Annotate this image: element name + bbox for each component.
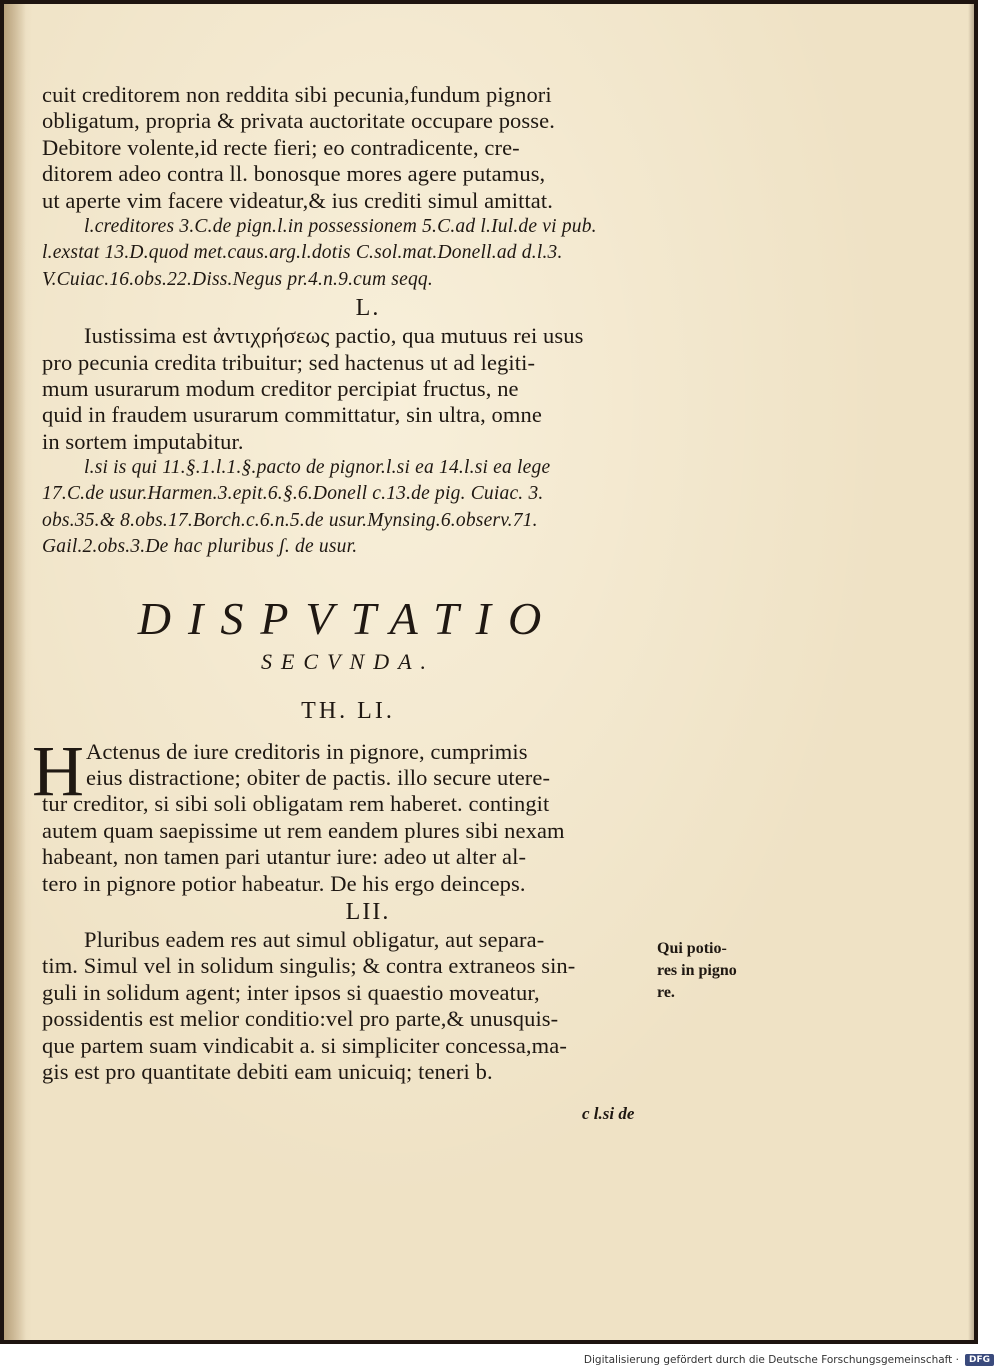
text-line: quid in fraudem usurarum committatur, sin ultra, omne — [42, 402, 542, 428]
text-line: que partem suam vindicabit a. si simpliciter concessa,ma- — [42, 1032, 567, 1058]
citation-line: l.si is qui 11.§.1.l.1.§.pacto de pignor.l.si ea 14.l.si ea lege — [84, 457, 551, 479]
citation-line: 17.C.de usur.Harmen.3.epit.6.§.6.Donell c.13.de pig. Cuiac. 3. — [42, 483, 544, 505]
citation-line: l.creditores 3.C.de pign.l.in possessionem 5.C.ad l.Iul.de vi pub. — [84, 215, 597, 237]
text-line-content: Actenus de iure creditoris in pignore, cumprimis — [86, 738, 528, 764]
text-line: cuit creditorem non reddita sibi pecunia,fundum pignori — [42, 82, 552, 107]
dfg-logo-icon: DFG — [965, 1354, 994, 1366]
section-heading-LII: LII. — [345, 898, 391, 925]
drop-cap: H — [32, 730, 85, 811]
text-line: in sortem imputabitur. — [42, 428, 244, 454]
text-line: gis est pro quantitate debiti eam unicuiq; teneri b. — [42, 1058, 493, 1084]
digitization-footer — [584, 1354, 994, 1366]
marginal-note — [657, 938, 767, 1004]
text-line: tim. Simul vel in solidum singulis; & contra extraneos sin- — [42, 953, 576, 979]
text-line: guli in solidum agent; inter ipsos si quaestio moveatur, — [42, 979, 540, 1005]
page-text-block — [32, 82, 654, 1085]
text-line: mum usurarum modum creditor percipiat fructus, ne — [42, 375, 519, 401]
text-line: habeant, non tamen pari utantur iure: adeo ut alter al- — [42, 844, 527, 870]
disputatio-title: DISPVTATIO — [137, 592, 559, 644]
citation-line: V.Cuiac.16.obs.22.Diss.Negus pr.4.n.9.cum seqq. — [42, 268, 433, 290]
page-gutter — [4, 4, 26, 1340]
text-line: autem quam saepissime ut rem eandem plures sibi nexam — [42, 817, 565, 843]
text-line: eius distractione; obiter de pactis. illo secure utere- — [86, 765, 551, 791]
footer-text: Digitalisierung gefördert durch die Deutsche Forschungsgemeinschaft · — [583, 1354, 959, 1366]
text-line: Debitore volente,id recte fieri; eo contradicente, cre- — [42, 134, 520, 160]
text-line: tur creditor, si sibi soli obligatam rem haberet. contingit — [42, 791, 550, 817]
text-line: Pluribus eadem res aut simul obligatur, aut separa- — [84, 926, 545, 952]
text-line: Iustissima est ἀντιχρήσεως pactio, qua mutuus rei usus — [84, 323, 584, 349]
text-line: pro pecunia credita tribuitur; sed hactenus ut ad legiti- — [42, 349, 536, 375]
text-line: ut aperte vim facere videatur,& ius crediti simul amittat. — [42, 187, 553, 213]
citation-line: obs.35.& 8.obs.17.Borch.c.6.n.5.de usur.Mynsing.6.observ.71. — [42, 509, 538, 531]
catchword: c l.si de — [582, 1104, 635, 1123]
marginal-note-line: re. — [657, 984, 675, 1001]
book-page — [4, 4, 974, 1340]
thesis-heading: TH. LI. — [301, 697, 395, 724]
section-heading-L: L. — [355, 295, 381, 322]
page-edge — [968, 4, 974, 1340]
citation-line: l.exstat 13.D.quod met.caus.arg.l.dotis C.sol.mat.Donell.ad d.l.3. — [42, 242, 563, 264]
marginal-note-line: res in pigno — [657, 962, 737, 979]
spacer — [42, 561, 654, 587]
text-line: ditorem adeo contra ll. bonosque mores agere putamus, — [42, 161, 546, 187]
text-line: obligatum, propria & privata auctoritate occupare posse. — [42, 108, 555, 134]
citation-line: Gail.2.obs.3.De hac pluribus ʃ. de usur. — [42, 536, 358, 558]
disputatio-subtitle: SECVNDA. — [260, 648, 436, 674]
text-line: tero in pignore potior habeatur. De his ergo deinceps. — [42, 870, 526, 896]
marginal-note-line: Qui potio- — [657, 940, 727, 957]
text-line: possidentis est melior conditio:vel pro parte,& unusquis- — [42, 1006, 559, 1032]
